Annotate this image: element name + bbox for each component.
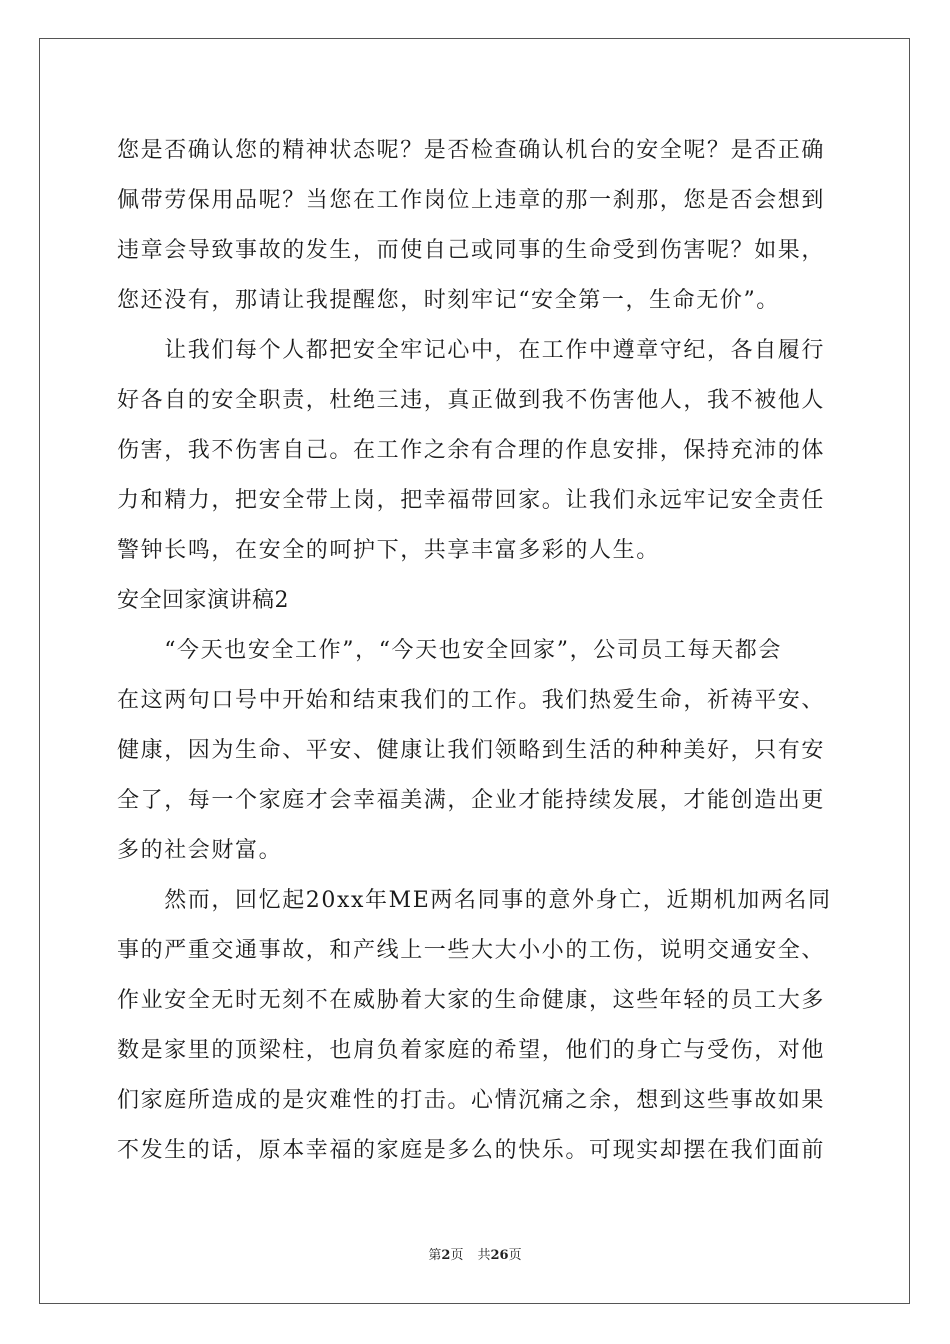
text-line: 在这两句口号中开始和结束我们的工作。我们热爱生命，祈祷平安、	[117, 688, 826, 713]
total-pages: 26	[490, 1248, 509, 1263]
text-line: 不发生的话，原本幸福的家庭是多么的快乐。可现实却摆在我们面前	[117, 1138, 826, 1163]
text-line: 警钟长鸣，在安全的呵护下，共享丰富多彩的人生。	[117, 538, 660, 563]
text-line: 您是否确认您的精神状态呢？是否检查确认机台的安全呢？是否正确	[117, 138, 826, 163]
total-prefix: 共	[477, 1248, 491, 1263]
text-line: 您还没有，那请让我提醒您，时刻牢记“安全第一，生命无价”。	[117, 288, 780, 313]
text-line: 佩带劳保用品呢？当您在工作岗位上违章的那一刹那，您是否会想到	[117, 188, 826, 213]
text-line: 事的严重交通事故，和产线上一些大大小小的工伤，说明交通安全、	[117, 938, 826, 963]
paragraph-start-line: 让我们每个人都把安全牢记心中，在工作中遵章守纪，各自履行	[117, 338, 826, 363]
text-line: 数是家里的顶梁柱，也肩负着家庭的希望，他们的身亡与受伤，对他	[117, 1038, 826, 1063]
section-heading: 安全回家演讲稿2	[117, 588, 289, 613]
paragraph-start-line: “今天也安全工作”，“今天也安全回家”，公司员工每天都会	[117, 638, 782, 663]
text-line: 违章会导致事故的发生，而使自己或同事的生命受到伤害呢？如果，	[117, 238, 826, 263]
paragraph-start-line: 然而，回忆起20xx年ME两名同事的意外身亡，近期机加两名同	[117, 888, 832, 913]
text-line: 全了，每一个家庭才会幸福美满，企业才能持续发展，才能创造出更	[117, 788, 826, 813]
text-line: 力和精力，把安全带上岗，把幸福带回家。让我们永远牢记安全责任	[117, 488, 826, 513]
text-line: 伤害，我不伤害自己。在工作之余有合理的作息安排，保持充沛的体	[117, 438, 826, 463]
text-line: 健康，因为生命、平安、健康让我们领略到生活的种种美好，只有安	[117, 738, 826, 763]
text-line: 们家庭所造成的是灾难性的打击。心情沉痛之余，想到这些事故如果	[117, 1088, 826, 1113]
page-suffix: 页	[450, 1248, 464, 1263]
text-line: 好各自的安全职责，杜绝三违，真正做到我不伤害他人，我不被他人	[117, 388, 826, 413]
document-body	[117, 126, 835, 1176]
text-line: 多的社会财富。	[117, 838, 283, 863]
page-prefix: 第	[428, 1248, 442, 1263]
page-number: 2	[441, 1248, 451, 1263]
page-footer	[0, 1247, 950, 1265]
total-suffix: 页	[508, 1248, 522, 1263]
text-line: 作业安全无时无刻不在威胁着大家的生命健康，这些年轻的员工大多	[117, 988, 826, 1013]
